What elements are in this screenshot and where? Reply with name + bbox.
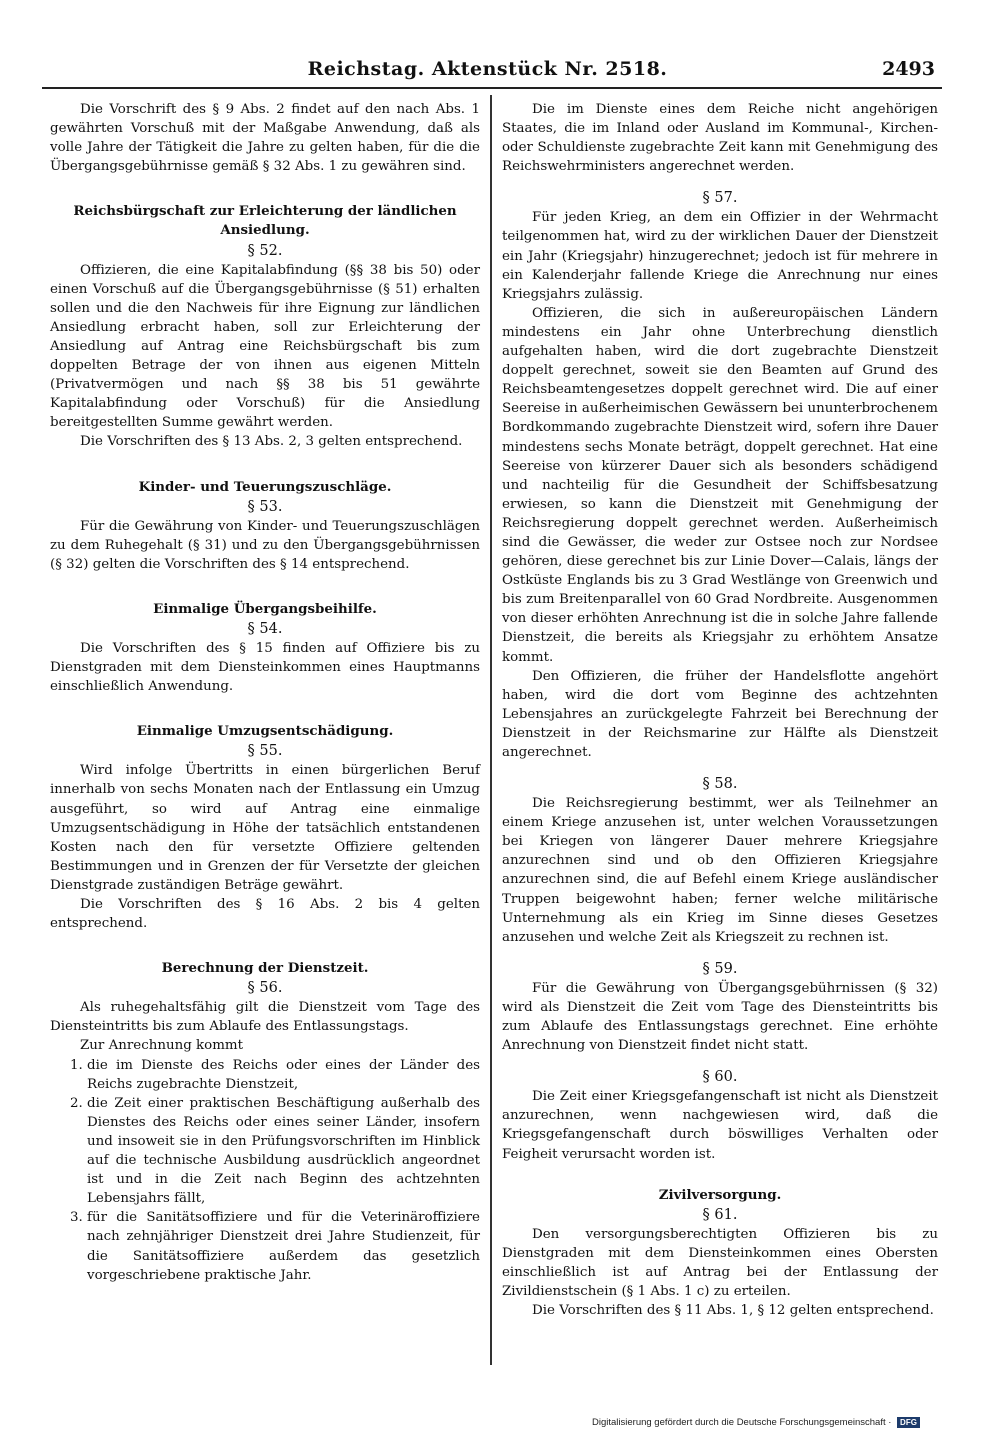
paragraph: Den versorgungsberechtigten Offizieren bis zu Dienstgraden mit dem Diensteinkommen eines Obersten einschließlich ist auf Antrag bei der Entlassung der Zivildienstschein (§ 1 Abs. 1 c) zu erteilen. [502, 1226, 938, 1299]
page-header [40, 58, 935, 88]
section-number: § 57. [702, 190, 738, 207]
paragraph: Für die Gewährung von Übergangsgebührnissen (§ 32) wird als Dienstzeit die Zeit vom Tage des Diensteintritts bis zum Ablaufe des Entlassungstags gerechnet. Eine erhöhte Anrechnung von Dienstzeit findet nicht statt. [502, 980, 938, 1054]
page-title: Reichstag. Aktenstück Nr. 2518. [307, 58, 668, 80]
list-item: 3. für die Sanitätsoffiziere und für die Veterinäroffiziere nach zehnjähriger Dienstzeit drei Jahre Studienzeit, für die Sanitätsoffiziere außerdem das gesetzlich vorgeschriebene praktische Jahr. [87, 1208, 480, 1284]
list-item: 1. die im Dienste des Reichs oder eines der Länder des Reichs zugebrachte Dienstzeit, [87, 1056, 480, 1094]
section-number: § 60. [702, 1069, 738, 1086]
paragraph: Für die Gewährung von Kinder- und Teuerungszuschlägen zu dem Ruhegehalt (§ 31) und zu den Übergangsgebührnissen (§ 32) gelten die Vorschriften des § 14 entsprechend. [50, 518, 480, 572]
left-column [50, 100, 480, 1285]
header-rule [42, 87, 942, 89]
paragraph: Offizieren, die eine Kapitalabfindung (§§ 38 bis 50) oder einen Vorschuß auf die Übergangsgebührnisse (§ 51) erhalten sollen und die den Nachweis für ihre Eignung zur ländlichen Ansiedlung erbracht haben, soll zur Erleichterung der Ansiedlung auf Antrag eine Reichsbürgschaft bis zum doppelten Betrage der von ihnen aus eigenen Mitteln (Privatvermögen und nach §§ 38 bis 51 gewährte Kapitalabfindung oder Vorschuß) für die Ansiedlung bereitgestellten Summe gewährt werden. [50, 262, 480, 431]
paragraph: Den Offizieren, die früher der Handelsflotte angehört haben, wird die dort vom Beginne des achtzehnten Lebensjahres an zurückgelegte Fahrzeit bei Berechnung der Dienstzeit in der Reichsmarine zur Hälfte als Dienstzeit angerechnet. [502, 668, 938, 760]
paragraph: Die im Dienste eines dem Reiche nicht angehörigen Staates, die im Inland oder Ausland im Kommunal-, Kirchen- oder Schuldienste zugebrachte Zeit kann mit Genehmigung des Reichswehrministers angerechnet werden. [502, 102, 938, 175]
section-number: § 59. [702, 960, 738, 977]
page-number: 2493 [882, 58, 935, 80]
section-number: § 55. [247, 743, 283, 760]
digitization-footer [592, 1417, 920, 1428]
footer-text: Digitalisierung gefördert durch die Deutsche Forschungsgemeinschaft · [592, 1417, 892, 1429]
dfg-logo-icon: DFG [897, 1417, 920, 1428]
paragraph: Für jeden Krieg, an dem ein Offizier in der Wehrmacht teilgenommen hat, wird zu der wirklichen Dauer der Dienstzeit ein Jahr (Kriegsjahr) hinzugerechnet; jedoch ist für mehrere in ein Kalenderjahr fallende Kriege die Anrechnung nur eines Kriegsjahrs zulässig. [502, 210, 938, 302]
paragraph: Die Vorschrift des § 9 Abs. 2 findet auf den nach Abs. 1 gewährten Vorschuß mit der Maßgabe Anwendung, daß als volle Jahre der Tätigkeit die Jahre zu gelten haben, für die die Übergangsgebührnisse gemäß § 32 Abs. 1 zu gewähren sind. [50, 102, 480, 175]
paragraph: Die Vorschriften des § 13 Abs. 2, 3 gelten entsprechend. [80, 434, 463, 450]
section-number: § 58. [702, 776, 738, 793]
section-number: § 61. [702, 1206, 738, 1223]
section-number: § 54. [247, 620, 283, 637]
paragraph: Die Vorschriften des § 16 Abs. 2 bis 4 gelten entsprechend. [50, 897, 480, 932]
section-number: § 53. [247, 498, 283, 515]
section-heading: Berechnung der Dienstzeit. [161, 960, 369, 977]
paragraph: Als ruhegehaltsfähig gilt die Dienstzeit vom Tage des Diensteintritts bis zum Ablaufe des Entlassungstags. [50, 1000, 480, 1035]
paragraph: Offizieren, die sich in außereuropäischen Ländern mindestens ein Jahr ohne Unterbrechung dienstlich aufgehalten haben, wird die dort zugebrachte Dienstzeit doppelt gerechnet, soweit sie den Beamten auf Grund des Reichsbeamtengesetzes doppelt gerechnet wird. Die auf einer Seereise in außerheimischen Gewässern bei ununterbrochenem Bordkommando zugebrachte Dienstzeit wird, sofern ihre Dauer mindestens sechs Monate beträgt, doppelt gerechnet. Hat eine Seereise von kürzerer Dauer sich als besonders schädigend und nachteilig für die Gesundheit der Schiffsbesatzung erwiesen, so kann die Dienstzeit mit Genehmigung der Reichsregierung doppelt gerechnet werden. Außerheimisch sind die Gewässer, die weder zur Ostsee noch zur Nordsee gehören, diese gerechnet bis zur Linie Dover—Calais, längs der Ostküste Englands bis zu 3 Grad Westlänge von Greenwich und bis zum Breitenparallel von 60 Grad Nordbreite. Ausgenommen von dieser erhöhten Anrechnung ist die in solche Jahre fallende Dienstzeit, die bereits als Kriegsjahr zu erhöhtem Ansatze kommt. [502, 305, 938, 665]
section-number: § 56. [247, 980, 283, 997]
section-heading: Zivilversorgung. [658, 1186, 782, 1203]
section-heading: Einmalige Umzugsentschädigung. [136, 723, 394, 740]
column-divider [490, 95, 492, 1365]
paragraph: Wird infolge Übertritts in einen bürgerlichen Beruf innerhalb von sechs Monaten nach der Entlassung ein Umzug ausgeführt, so wird auf Antrag eine einmalige Umzugsentschädigung in Höhe der tatsächlich entstandenen Kosten nach den für versetzte Offiziere geltenden Bestimmungen und in Grenzen der für Versetzte der gleichen Dienstgrade zuständigen Beträge gewährt. [50, 763, 480, 893]
paragraph: Die Zeit einer Kriegsgefangenschaft ist nicht als Dienstzeit anzurechnen, wenn nachgewiesen wird, daß die Kriegsgefangenschaft durch böswilliges Verhalten oder Feigheit verursacht worden ist. [502, 1089, 938, 1162]
paragraph: Die Vorschriften des § 15 finden auf Offiziere bis zu Dienstgraden mit dem Diensteinkommen eines Hauptmanns einschließlich Anwendung. [50, 640, 480, 695]
section-heading: Kinder- und Teuerungszuschläge. [138, 478, 392, 495]
enumerated-list [50, 1056, 480, 1285]
list-item: 2. die Zeit einer praktischen Beschäftigung außerhalb des Dienstes des Reichs oder eines seiner Länder, insofern und insoweit sie in den Prüfungsvorschriften im Hinblick auf die technische Ausbildung ausdrücklich angeordnet ist und in die Zeit nach Beginn des achtzehnten Lebensjahrs fällt, [87, 1094, 480, 1209]
section-number: § 52. [247, 242, 283, 259]
paragraph: Zur Anrechnung kommt [80, 1038, 243, 1054]
section-heading: Reichsbürgschaft zur Erleichterung der ländlichen Ansiedlung. [73, 203, 457, 239]
right-column [502, 100, 938, 1320]
paragraph: Die Reichsregierung bestimmt, wer als Teilnehmer an einem Kriege anzusehen ist, unter welchen Voraussetzungen bei Kriegen von längerer Dauer mehrere Kriegsjahre anzurechnen sind und ob den Offizieren Kriegsjahre anzurechnen sind, die auf Befehl einem Kriege ausländischer Truppen beigewohnt haben; ferner welche militärische Unternehmung als ein Krieg im Sinne dieses Gesetzes anzusehen und welche Zeit als Kriegszeit zu rechnen ist. [502, 796, 938, 945]
section-heading: Einmalige Übergangsbeihilfe. [153, 600, 377, 617]
paragraph: Die Vorschriften des § 11 Abs. 1, § 12 gelten entsprechend. [532, 1303, 934, 1319]
